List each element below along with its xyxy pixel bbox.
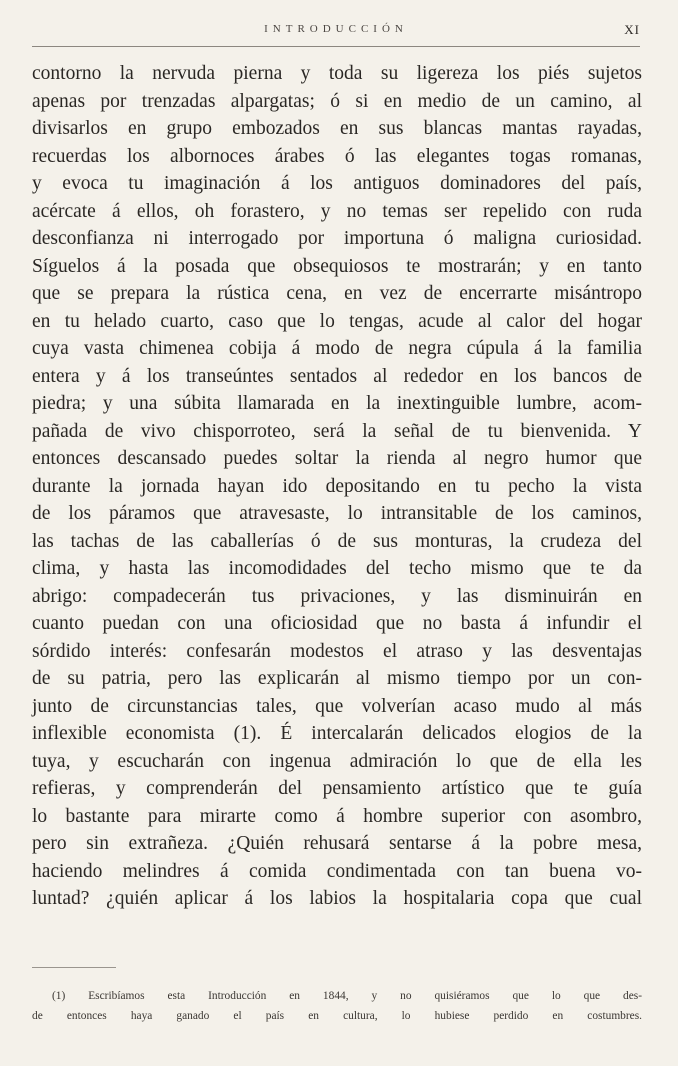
text-line: pero sin extrañeza. ¿Quién rehusará sentarse á la pobre mesa, [32,833,642,854]
text-line: inflexible economista (1). É intercalarán delicados elogios de la [32,723,642,744]
text-line: cuya vasta chimenea cobija á modo de negra cúpula á la familia [32,338,642,359]
text-line: abrigo: compadecerán tus privaciones, y las disminuirán en [32,585,642,607]
text-line: lo bastante para mirarte como á hombre superior con asombro, [32,805,642,827]
text-line: contorno la nervuda pierna y toda su ligereza los piés sujetos [32,63,642,84]
text-line: luntad? ¿quién aplicar á los labios la hospitalaria copa que cual [32,888,642,909]
footnote-rule [32,967,116,968]
text-line: pañada de vivo chisporroteo, será la señal de tu bienvenida. Y [32,420,642,442]
text-line: en tu helado cuarto, caso que lo tengas, acude al calor del hogar [32,310,642,332]
text-line: apenas por trenzadas alpargatas; ó si en medio de un camino, al [32,90,642,112]
text-line: entonces descansado puedes soltar la rienda al negro humor que [32,448,642,469]
text-line: Síguelos á la posada que obsequiosos te mostrarán; y en tanto [32,255,642,277]
text-line: cuanto puedan con una oficiosidad que no basta á infundir el [32,613,642,634]
text-line: recuerdas los albornoces árabes ó las elegantes togas romanas, [32,145,642,167]
text-line: haciendo melindres á comida condimentada con tan buena vo- [32,860,642,882]
text-line: refieras, y comprenderán del pensamiento artístico que te guía [32,778,642,799]
footnote [32,986,642,1026]
text-line: entera y á los transeúntes sentados al rededor en los bancos de [32,365,642,387]
text-line: acércate á ellos, oh forastero, y no temas ser repelido con ruda [32,200,642,222]
text-line: de su patria, pero las explicarán al mismo tiempo por un con- [32,668,642,689]
text-line: sórdido interés: confesarán modestos el atraso y las desventajas [32,640,642,662]
footnote-line: (1) Escribíamos esta Introducción en 1844, y no quisiéramos que lo que des- [52,990,642,1002]
text-line: tuya, y escucharán con ingenua admiración lo que de ella les [32,750,642,772]
body-text [32,60,642,913]
text-line: clima, y hasta las incomodidades del techo mismo que te da [32,558,642,579]
text-line: de los páramos que atravesaste, lo intransitable de los caminos, [32,503,642,524]
page-number: XI [624,22,640,37]
text-line: durante la jornada hayan ido depositando en tu pecho la vista [32,475,642,497]
text-line: piedra; y una súbita llamarada en la inextinguible lumbre, acom- [32,393,642,414]
text-line: divisarlos en grupo embozados en sus blancas mantas rayadas, [32,118,642,139]
text-line: y evoca tu imaginación á los antiguos dominadores del país, [32,173,642,194]
text-line: las tachas de las caballerías ó de sus monturas, la crudeza del [32,530,642,552]
text-line: que se prepara la rústica cena, en vez de encerrarte misántropo [32,283,642,304]
footnote-line: de entonces haya ganado el país en cultura, lo hubiese perdido en costumbres. [32,1010,642,1022]
text-line: junto de circunstancias tales, que volverían acaso mudo al más [32,695,642,717]
page-header [32,20,640,47]
text-line: desconfianza ni interrogado por importuna ó maligna curiosidad. [32,228,642,249]
running-title: INTRODUCCIÓN [264,23,408,35]
